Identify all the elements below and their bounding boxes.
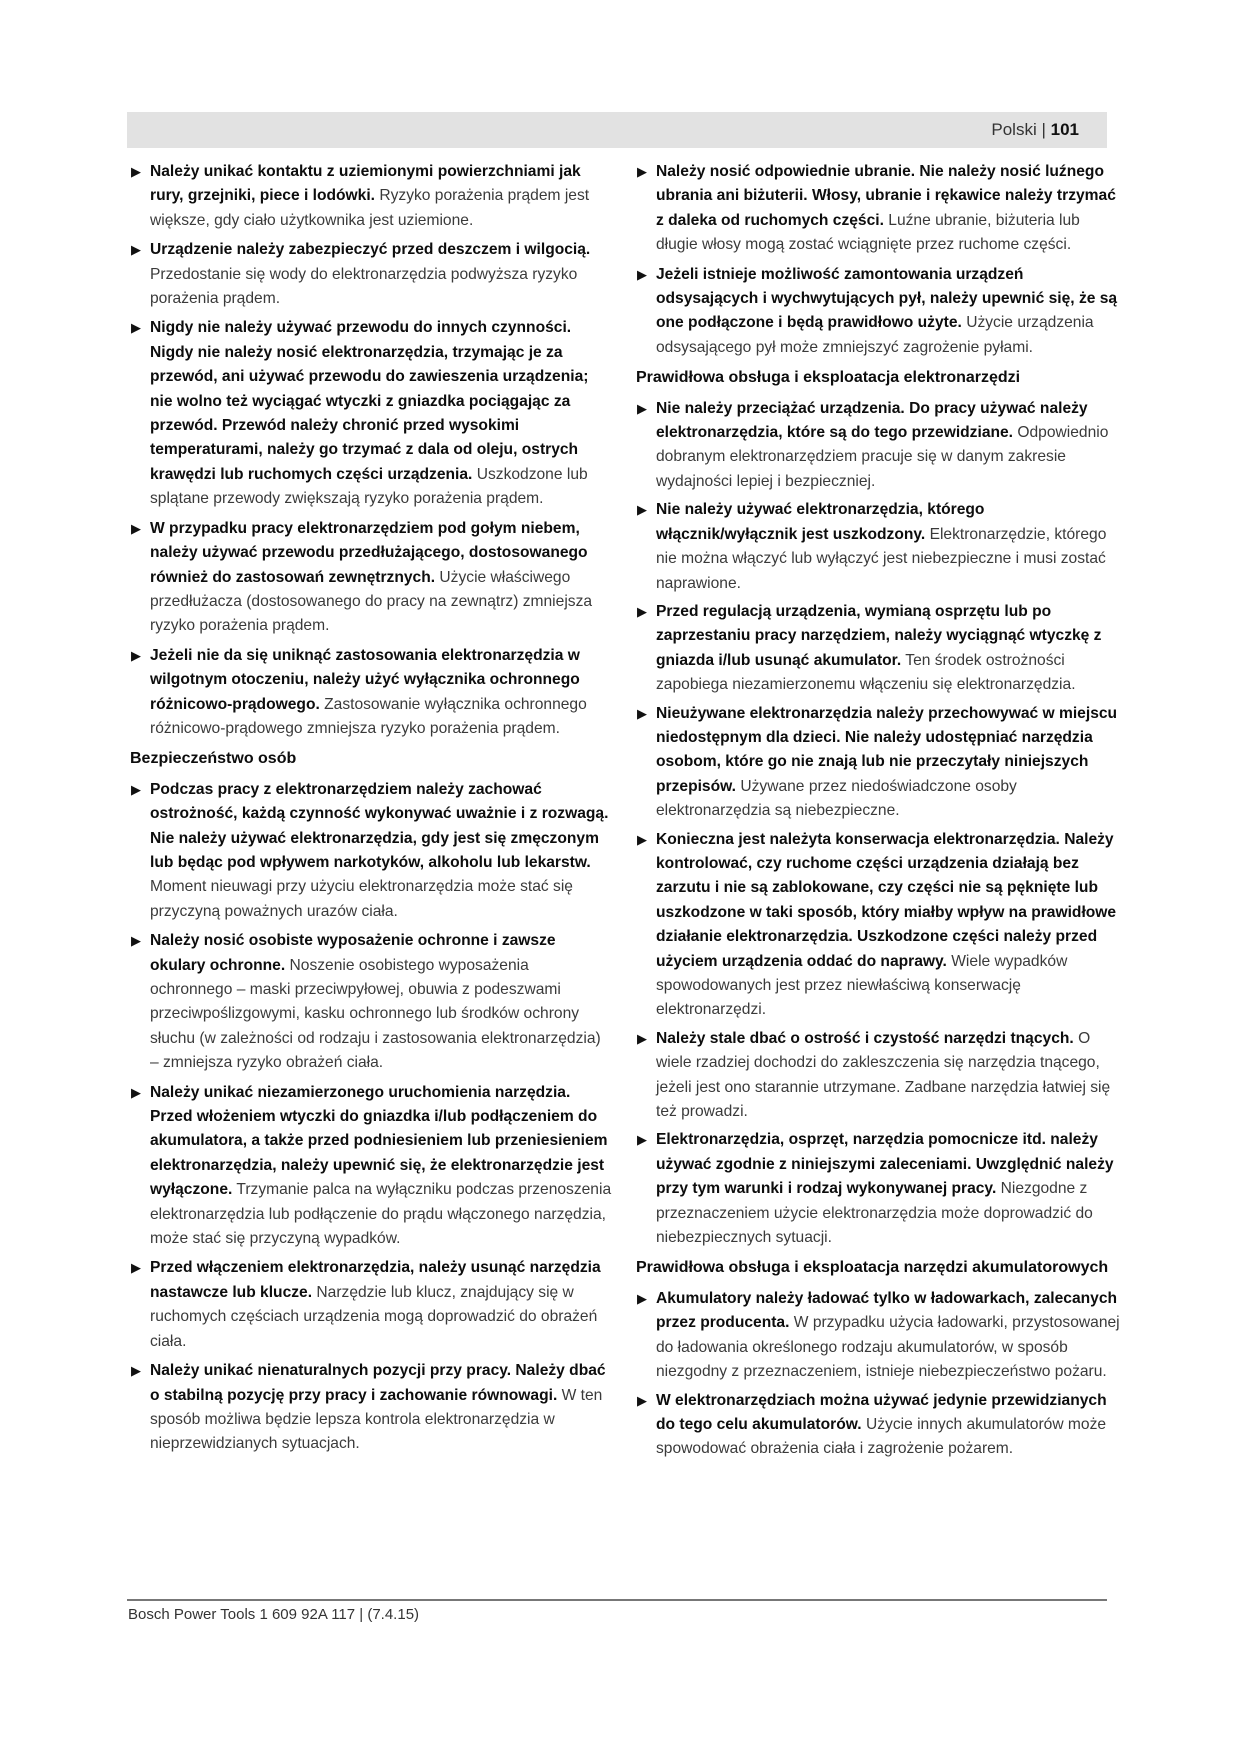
item-normal-text: Narzędzie lub klucz, znajdujący się w ruchomych częściach urządzenia mogą doprowadzić do obrażeń ciała. (150, 1283, 598, 1350)
item-normal-text: Wiele wypadków spowodowanych jest przez niewłaściwą konserwację elektronarzędzi. (656, 952, 1068, 1019)
item-normal-text: Ryzyko porażenia prądem jest większe, gdy ciało użytkownika jest uziemione. (150, 187, 590, 229)
safety-item (636, 1128, 1120, 1250)
right-column (636, 160, 1120, 1466)
item-bold-text: Nieużywane elektronarzędzia należy przechowywać w miejscu niedostępnym dla dzieci. Nie należy udostępniać narzędzia osobom, które go nie znają lub nie przeczytały niniejszych przepisów. (656, 704, 1118, 795)
item-normal-text: Uszkodzone lub splątane przewody zwiększają ryzyko porażenia prądem. (150, 465, 588, 508)
item-normal-text: Luźne ubranie, biżuteria lub długie włosy mogą zostać wciągnięte przez ruchome części. (656, 211, 1080, 254)
bullet-arrow-icon: ▶ (131, 933, 141, 949)
item-normal-text: Trzymanie palca na wyłączniku podczas przenoszenia elektronarzędzia lub podłączenie do prądu włączonego narzędzia, może stać się przyczyną wypadków. (150, 1181, 612, 1248)
safety-item (130, 517, 612, 639)
safety-item (636, 498, 1120, 596)
item-bold-text: Nie należy używać elektronarzędzia, którego włącznik/wyłącznik jest uszkodzony. (656, 501, 985, 543)
bullet-arrow-icon: ▶ (637, 1392, 647, 1408)
item-bold-text: Należy unikać niezamierzonego uruchomienia narzędzia. Przed włożeniem wtyczki do gniazdka i/lub podłączeniem do akumulatora, a także przed podniesieniem lub przeniesieniem elektronarzędzia, należy upewnić się, że elektronarzędzie jest wyłączone. (150, 1083, 608, 1199)
bullet-arrow-icon: ▶ (637, 831, 647, 847)
item-bold-text: Należy unikać nienaturalnych pozycji przy pracy. Należy dbać o stabilną pozycję przy pracy i zachowanie równowagi. (150, 1362, 606, 1404)
header-language: Polski (991, 120, 1037, 139)
page-header (991, 120, 1079, 140)
safety-item (130, 160, 612, 233)
safety-item (130, 778, 612, 924)
item-bold-text: Urządzenie należy zabezpieczyć przed deszczem i wilgocią. (150, 241, 591, 259)
safety-item (636, 1389, 1120, 1462)
bullet-arrow-icon: ▶ (637, 705, 647, 721)
safety-item (130, 238, 612, 311)
safety-item (636, 263, 1120, 361)
item-normal-text: Odpowiednio dobranym elektronarzędziem pracuje się w danym zakresie wydajności lepiej i bezpieczniej. (656, 424, 1109, 490)
item-normal-text: Używane przez niedoświadczone osoby elektronarzędzia są niebezpieczne. (656, 777, 1017, 820)
section-heading-battery-tools: Prawidłowa obsługa i eksploatacja narzędzi akumulatorowych (636, 1259, 1109, 1277)
item-normal-text: Ten środek ostrożności zapobiega niezamierzonemu włączeniu się elektronarzędzia. (656, 651, 1076, 694)
item-bold-text: Podczas pracy z elektronarzędziem należy zachować ostrożność, każdą czynność wykonywać uważnie i z rozwagą. Nie należy używać elektronarzędzia, gdy jest się zmęczonym lub będąc pod wpływem narkotyków, alkoholu lub lekarstw. (150, 780, 609, 871)
item-bold-text: W elektronarzędziach można używać jedynie przewidzianych do tego celu akumulatorów. (656, 1391, 1107, 1433)
item-bold-text: Akumulatory należy ładować tylko w ładowarkach, zalecanych przez producenta. (656, 1289, 1118, 1332)
item-bold-text: Należy nosić odpowiednie ubranie. Nie należy nosić luźnego ubrania ani biżuterii. Włosy, ubranie i rękawice należy trzymać z daleka od ruchomych części. (656, 163, 1116, 229)
item-bold-text: Przed włączeniem elektronarzędzia, należy usunąć narzędzia nastawcze lub klucze. (150, 1259, 601, 1301)
item-normal-text: Niezgodne z przeznaczeniem użycie elektronarzędzia może doprowadzić do niebezpiecznych sytuacji. (656, 1180, 1093, 1247)
item-normal-text: O wiele rzadziej dochodzi do zakleszczenia się narzędzia tnącego, jeżeli jest ono starannie utrzymane. Zadbane narzędzia łatwiej się też prowadzi. (656, 1029, 1111, 1121)
item-bold-text: Przed regulacją urządzenia, wymianą osprzętu lub po zaprzestaniu pracy narzędziem, należy wyciągnąć wtyczkę z gniazda i/lub usunąć akumulator. (656, 602, 1102, 669)
item-bold-text: W przypadku pracy elektronarzędziem pod gołym niebem, należy używać przewodu przedłużającego, dostosowanego również do zastosowań zewnętrznych. (150, 519, 588, 586)
item-normal-text: Użycie innych akumulatorów może spowodować obrażenia ciała i zagrożenie pożarem. (656, 1415, 1107, 1458)
page-number: 101 (1050, 120, 1079, 139)
safety-item (130, 1081, 612, 1252)
item-normal-text: Użycie właściwego przedłużacza (dostosowanego do pracy na zewnątrz) zmniejsza ryzyko porażenia prądem. (150, 568, 593, 635)
section-heading-personal-safety: Bezpieczeństwo osób (130, 750, 297, 768)
bullet-arrow-icon: ▶ (131, 1084, 141, 1100)
item-bold-text: Należy stale dbać o ostrość i czystość narzędzi tnących. (656, 1029, 1074, 1047)
safety-item (130, 929, 612, 1075)
bullet-arrow-icon: ▶ (637, 266, 647, 282)
safety-item (130, 1359, 612, 1457)
bullet-arrow-icon: ▶ (637, 502, 647, 518)
safety-item (636, 1027, 1120, 1125)
bullet-arrow-icon: ▶ (637, 1290, 647, 1306)
item-normal-text: Przedostanie się wody do elektronarzędzia podwyższa ryzyko porażenia prądem. (150, 265, 578, 308)
safety-item (636, 1287, 1120, 1385)
safety-item (636, 600, 1120, 698)
item-normal-text: Użycie urządzenia odsysającego pył może zmniejszyć zagrożenie pyłami. (656, 314, 1094, 356)
safety-item (636, 702, 1120, 824)
page-header-bar (127, 112, 1107, 148)
safety-item (130, 1256, 612, 1354)
safety-item (130, 316, 612, 511)
bullet-arrow-icon: ▶ (131, 164, 141, 179)
safety-item (636, 828, 1120, 1023)
safety-item (130, 644, 612, 742)
bullet-arrow-icon: ▶ (637, 400, 647, 416)
left-column (130, 160, 612, 1462)
item-bold-text: Nigdy nie należy używać przewodu do innych czynności. Nigdy nie należy nosić elektronarzędzia, trzymając je za przewód, ani używać przewodu do zawieszenia urządzenia; nie wolno też wyciągać wtyczki z gniazdka pociągając za przewód. Przewód należy chronić przed wysokimi temperaturami, należy go trzymać z dala od oleju, ostrych krawędzi lub ruchomych części urządzenia. (150, 319, 589, 483)
item-bold-text: Należy nosić osobiste wyposażenie ochronne i zawsze okulary ochronne. (150, 932, 556, 974)
section-heading-tool-use: Prawidłowa obsługa i eksploatacja elektronarzędzi (636, 369, 1021, 387)
item-bold-text: Należy unikać kontaktu z uziemionymi powierzchniami jak rury, grzejniki, piece i lodówki. (150, 163, 581, 205)
item-bold-text: Konieczna jest należyta konserwacja elektronarzędzia. Należy kontrolować, czy ruchome części urządzenia działają bez zarzutu i nie są zablokowane, czy części nie są pęknięte lub uszkodzone w taki sposób, który miałby wpływ na prawidłowe działanie elektronarzędzia. Uszkodzone części należy przed użyciem urządzenia oddać do naprawy. (656, 830, 1117, 970)
item-normal-text: W ten sposób możliwa będzie lepsza kontrola elektronarzędzia w nieprzewidzianych sytuacjach. (150, 1386, 603, 1453)
item-bold-text: Nie należy przeciążać urządzenia. Do pracy używać należy elektronarzędzia, które są do tego przewidziane. (656, 399, 1088, 442)
item-normal-text: Zastosowanie wyłącznika ochronnego różnicowo-prądowego zmniejsza ryzyko porażenia prądem. (150, 695, 587, 737)
item-bold-text: Jeżeli nie da się uniknąć zastosowania elektronarzędzia w wilgotnym otoczeniu, należy użyć wyłącznika ochronnego różnicowo-prądowego. (150, 646, 580, 713)
bullet-arrow-icon: ▶ (131, 1260, 141, 1276)
bullet-arrow-icon: ▶ (637, 1132, 647, 1148)
bullet-arrow-icon: ▶ (131, 781, 141, 797)
item-bold-text: Jeżeli istnieje możliwość zamontowania urządzeń odsysających i wychwytujących pył, należy upewnić się, że są one podłączone i będą prawidłowo użyte. (656, 265, 1118, 332)
item-normal-text: Elektronarzędzie, którego nie można włączyć lub wyłączyć jest niebezpieczne i musi zostać naprawione. (656, 525, 1107, 592)
page-footer: Bosch Power Tools 1 609 92A 117 | (7.4.15) (128, 1606, 420, 1623)
item-normal-text: W przypadku użycia ładowarki, przystosowanej do ładowania określonego rodzaju akumulatorów, w sposób niezgodny z przeznaczeniem, istnieje niebezpieczeństwo pożaru. (656, 1314, 1120, 1381)
header-separator: | (1041, 120, 1046, 139)
bullet-arrow-icon: ▶ (131, 242, 141, 258)
footer-divider (127, 1599, 1107, 1601)
safety-item (636, 397, 1120, 495)
item-normal-text: Noszenie osobistego wyposażenia ochronnego – maski przeciwpyłowej, obuwia z podeszwami przeciwpoślizgowymi, kasku ochronnego lub środków ochrony słuchu (w zależności od rodzaju i zastosowania elektronarzędzia) – zmniejsza ryzyko obrażeń ciała. (150, 956, 601, 1072)
item-bold-text: Elektronarzędzia, osprzęt, narzędzia pomocnicze itd. należy używać zgodnie z niniejszymi zaleceniami. Uwzględnić należy przy tym warunki i rodzaj wykonywanej pracy. (656, 1131, 1114, 1198)
bullet-arrow-icon: ▶ (131, 520, 141, 536)
safety-item (636, 160, 1120, 258)
bullet-arrow-icon: ▶ (637, 164, 647, 179)
bullet-arrow-icon: ▶ (637, 603, 647, 619)
bullet-arrow-icon: ▶ (131, 647, 141, 663)
item-normal-text: Moment nieuwagi przy użyciu elektronarzędzia może stać się przyczyną poważnych urazów ciała. (150, 878, 573, 920)
bullet-arrow-icon: ▶ (131, 320, 141, 336)
bullet-arrow-icon: ▶ (637, 1030, 647, 1046)
bullet-arrow-icon: ▶ (131, 1363, 141, 1379)
